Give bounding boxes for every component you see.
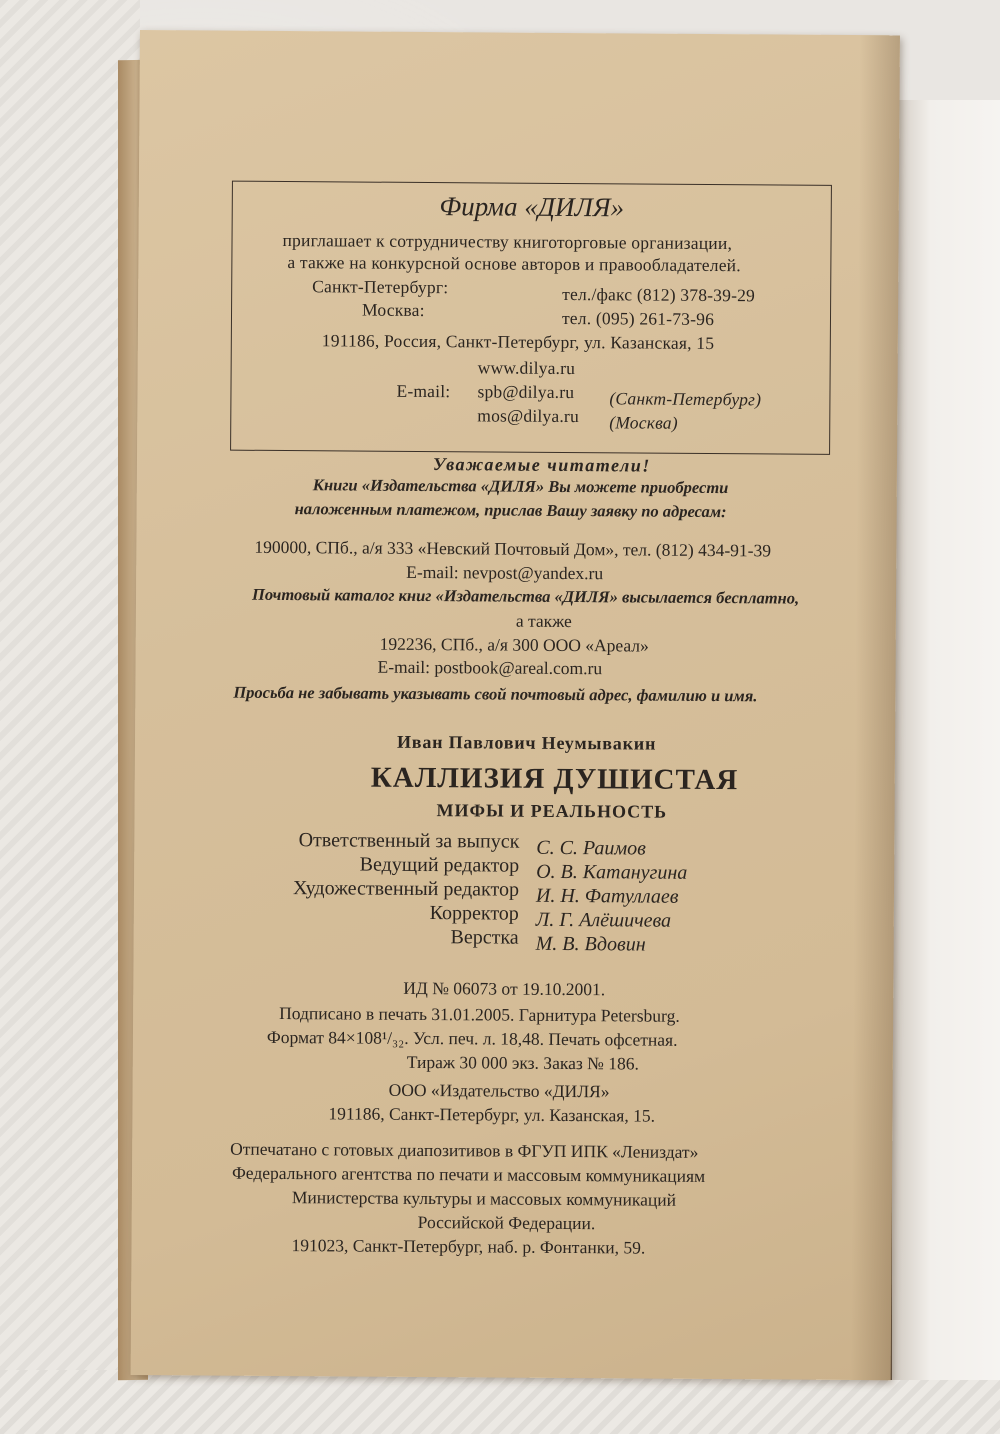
readers-heading: Уважаемые читатели! [432, 454, 651, 476]
credit-role: Художественный редактор [292, 877, 520, 901]
credit-name: М. В. Вдовин [535, 932, 646, 956]
also-text: а также [515, 610, 572, 632]
city-moscow-label: Москва: [361, 299, 425, 320]
credit-name: О. В. Катанугина [536, 860, 688, 884]
firm-address: 191186, Россия, Санкт-Петербург, ул. Казанская, 15 [321, 330, 715, 354]
email-spb-note: (Санкт-Петербург) [609, 388, 762, 410]
order-address-2: 192236, СПб., а/я 300 ООО «Ареал» [379, 633, 649, 656]
firm-info-box [230, 181, 832, 455]
request-line: Просьба не забывать указывать свой почтовый адрес, фамилию и имя. [233, 682, 758, 706]
email-spb[interactable]: spb@dilya.ru [477, 381, 575, 403]
printer-line1: Отпечатано с готовых диапозитивов в ФГУП ИПК «Лениздат» [230, 1138, 699, 1162]
catalog-line: Почтовый каталог книг «Издательства «ДИЛЯ» высылается бесплатно, [251, 584, 800, 608]
order-address-1: 190000, СПб., а/я 333 «Невский Почтовый Дом», тел. (812) 434-91-39 [254, 536, 772, 561]
book-page [131, 30, 900, 1380]
printer-line4: Российской Федерации. [417, 1211, 596, 1234]
facing-page [890, 100, 1000, 1380]
imprint-publisher: ООО «Издательство «ДИЛЯ» [388, 1079, 610, 1102]
imprint-id: ИД № 06073 от 19.10.2001. [403, 977, 606, 1000]
email-moscow-note: (Москва) [609, 412, 678, 433]
printer-line2: Федерального агентства по печати и массовым коммуникациям [231, 1162, 706, 1186]
book-author: Иван Павлович Неумывакин [396, 731, 657, 754]
imprint-signed: Подписано в печать 31.01.2005. Гарнитура Petersburg. [279, 1002, 680, 1026]
firm-title: Фирма «ДИЛЯ» [439, 191, 625, 223]
imprint-format: Формат 84×108¹/₃₂. Усл. печ. л. 18,48. Печать офсетная. [266, 1026, 678, 1050]
readers-line2: наложенным платежом, прислав Вашу заявку по адресам: [294, 499, 727, 522]
imprint-publisher-address: 191186, Санкт-Петербург, ул. Казанская, 15. [328, 1103, 656, 1126]
credit-role: Верстка [450, 926, 519, 949]
email-label: E-mail: [396, 380, 451, 402]
printer-line3: Министерства культуры и массовых коммуникаций [291, 1187, 677, 1210]
credit-name: И. Н. Фатуллаев [535, 884, 679, 908]
credit-name: Л. Г. Алёшичева [535, 908, 672, 932]
order-email-1[interactable]: E-mail: nevpost@yandex.ru [406, 561, 604, 584]
book-title: КАЛЛИЗИЯ ДУШИСТАЯ [370, 761, 739, 797]
firm-invite-line2: а также на конкурсной основе авторов и правообладателей. [287, 252, 741, 276]
readers-line1: Книги «Издательства «ДИЛЯ» Вы можете приобрести [312, 475, 729, 498]
order-email-2[interactable]: E-mail: postbook@areal.com.ru [377, 656, 603, 679]
printer-line5: 191023, Санкт-Петербург, наб. р. Фонтанки, 59. [291, 1235, 646, 1258]
book-subtitle: МИФЫ И РЕАЛЬНОСТЬ [436, 800, 668, 822]
credit-role: Корректор [429, 902, 519, 925]
credit-name: С. С. Раимов [536, 836, 646, 860]
city-moscow-phone: тел. (095) 261-73-96 [561, 307, 715, 330]
email-moscow[interactable]: mos@dilya.ru [477, 405, 580, 427]
city-spb-phone: тел./факс (812) 378-39-29 [562, 283, 756, 306]
imprint-run: Тираж 30 000 экз. Заказ № 186. [406, 1051, 639, 1074]
credit-role: Ведущий редактор [359, 853, 520, 877]
city-spb-label: Санкт-Петербург: [312, 276, 449, 298]
firm-website[interactable]: www.dilya.ru [477, 357, 576, 379]
credit-role: Ответственный за выпуск [298, 829, 520, 853]
firm-invite-line1: приглашает к сотрудничеству книготорговые организации, [282, 230, 733, 254]
